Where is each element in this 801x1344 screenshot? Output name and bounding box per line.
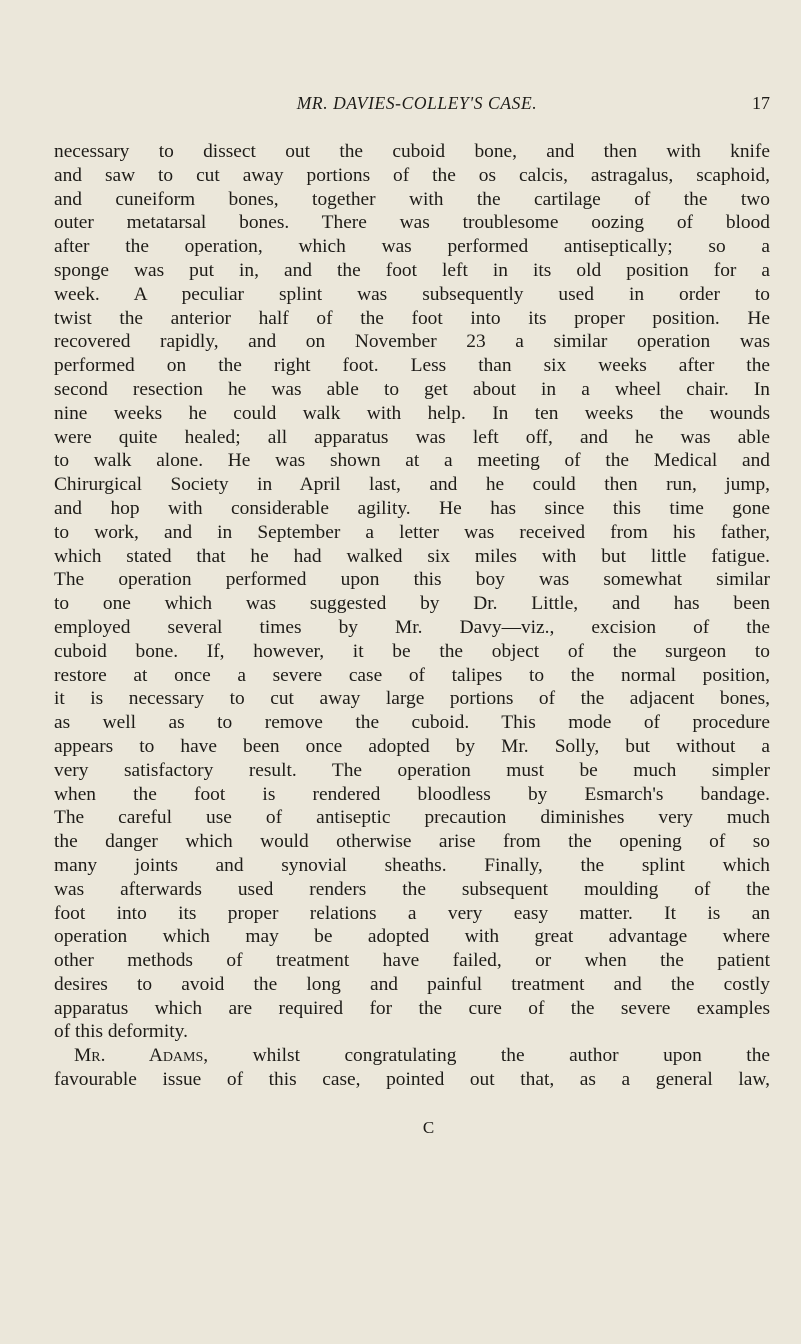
text-line: which stated that he had walked six miles with but little fatigue.: [54, 545, 770, 567]
text-line: as well as to remove the cuboid. This mode of procedure: [54, 712, 770, 734]
text-line: were quite healed; all apparatus was left off, and he was able: [54, 426, 770, 448]
text-line: desires to avoid the long and painful treatment and the costly: [54, 973, 770, 995]
text-line: and hop with considerable agility. He has since this time gone: [54, 497, 770, 519]
text-line: to walk alone. He was shown at a meeting of the Medical and: [54, 450, 770, 472]
text-line: foot into its proper relations a very easy matter. It is an: [54, 902, 770, 924]
text-line: necessary to dissect out the cuboid bone, and then with knife: [54, 141, 770, 162]
text-line: Chirurgical Society in April last, and he could then run, jump,: [54, 474, 770, 496]
text-line: The operation performed upon this boy was somewhat similar: [54, 569, 770, 591]
text-line: very satisfactory result. The operation must be much simpler: [54, 759, 770, 781]
body-text: [54, 140, 770, 1092]
text-fragment: whilst congratulating the author upon the: [208, 1045, 770, 1067]
running-title: MR. DAVIES-COLLEY'S CASE.: [296, 93, 538, 113]
text-line: other methods of treatment have failed, or when the patient: [54, 950, 770, 972]
text-line: when the foot is rendered bloodless by Esmarch's bandage.: [54, 783, 770, 805]
text-line: recovered rapidly, and on November 23 a similar operation was: [54, 331, 770, 353]
text-line: it is necessary to cut away large portions of the adjacent bones,: [54, 688, 770, 710]
text-line: nine weeks he could walk with help. In ten weeks the wounds: [54, 402, 770, 424]
text-line: sponge was put in, and the foot left in its old position for a: [54, 259, 770, 281]
speaker-name: Mr. Adams,: [74, 1045, 209, 1067]
text-line: twist the anterior half of the foot into its proper position. He: [54, 307, 770, 329]
text-line: employed several times by Mr. Davy—viz., excision of the: [54, 616, 770, 638]
text-line: second resection he was able to get about in a wheel chair. In: [54, 378, 770, 400]
text-line: The careful use of antiseptic precaution diminishes very much: [54, 807, 770, 829]
text-line: and saw to cut away portions of the os calcis, astragalus, scaphoid,: [54, 164, 770, 186]
page-number: 17: [752, 93, 770, 113]
text-line: operation which may be adopted with great advantage where: [54, 926, 770, 948]
text-line: performed on the right foot. Less than six weeks after the: [54, 355, 770, 377]
text-line: after the operation, which was performed antiseptically; so a: [54, 236, 770, 258]
text-line: and cuneiform bones, together with the cartilage of the two: [54, 188, 770, 210]
text-line: of this deformity.: [54, 1021, 188, 1043]
text-line: cuboid bone. If, however, it be the object of the surgeon to: [54, 640, 770, 662]
text-line: to work, and in September a letter was received from his father,: [54, 521, 770, 543]
text-line: favourable issue of this case, pointed out that, as a general law,: [54, 1069, 770, 1091]
text-line: many joints and synovial sheaths. Finally, the splint which: [54, 854, 770, 876]
signature-mark: C: [422, 1118, 435, 1137]
running-head: [122, 93, 772, 115]
text-line: the danger which would otherwise arise from the opening of so: [54, 831, 770, 853]
text-line: to one which was suggested by Dr. Little, and has been: [54, 593, 770, 615]
text-line: restore at once a severe case of talipes to the normal position,: [54, 664, 770, 686]
text-line: appears to have been once adopted by Mr. Solly, but without a: [54, 735, 770, 757]
text-line: was afterwards used renders the subsequent moulding of the: [54, 878, 770, 900]
text-line: apparatus which are required for the cure of the severe examples: [54, 997, 770, 1019]
text-line: outer metatarsal bones. There was troublesome oozing of blood: [54, 212, 770, 234]
text-line: week. A peculiar splint was subsequently used in order to: [54, 283, 770, 305]
paragraph-2-first-line: [54, 1044, 770, 1068]
